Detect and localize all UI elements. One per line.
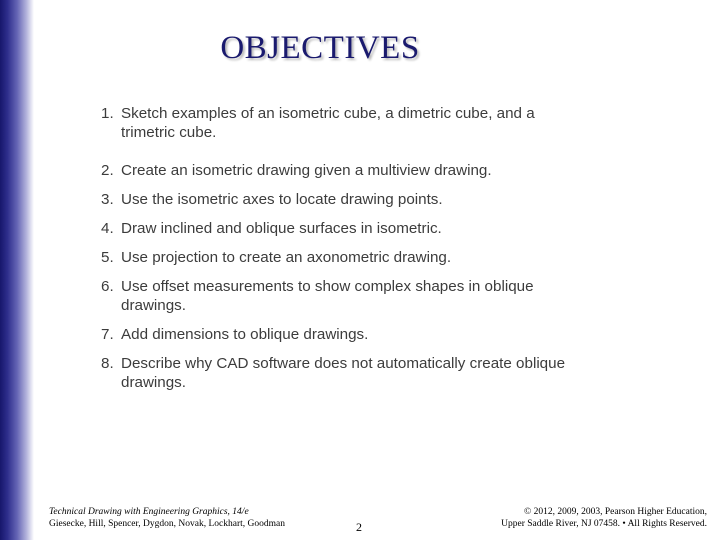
footer-book-title: Technical Drawing with Engineering Graphics, 14/e bbox=[49, 507, 249, 517]
objective-item bbox=[101, 219, 581, 238]
objective-text: Create an isometric drawing given a multiview drawing. bbox=[121, 162, 492, 179]
objective-item bbox=[101, 190, 581, 209]
objective-text: Sketch examples of an isometric cube, a dimetric cube, and a trimetric cube. bbox=[121, 105, 535, 141]
objective-number: 3. bbox=[101, 191, 114, 208]
footer-copyright bbox=[501, 506, 707, 530]
objective-text: Use offset measurements to show complex shapes in oblique drawings. bbox=[121, 278, 534, 314]
objective-item bbox=[101, 104, 581, 142]
objective-number: 6. bbox=[101, 278, 114, 295]
objective-number: 7. bbox=[101, 326, 114, 343]
objective-number: 1. bbox=[101, 105, 114, 122]
objective-item bbox=[101, 354, 581, 392]
objective-item bbox=[101, 325, 581, 344]
page-number: 2 bbox=[356, 520, 362, 534]
objective-text: Draw inclined and oblique surfaces in isometric. bbox=[121, 220, 442, 237]
left-decorative-band bbox=[0, 0, 34, 540]
objective-text: Add dimensions to oblique drawings. bbox=[121, 326, 369, 343]
footer-authors: Giesecke, Hill, Spencer, Dygdon, Novak, Lockhart, Goodman bbox=[49, 519, 286, 529]
objective-number: 8. bbox=[101, 355, 114, 372]
objective-item bbox=[101, 161, 581, 180]
objective-item bbox=[101, 277, 581, 315]
objective-text: Use projection to create an axonometric drawing. bbox=[121, 249, 452, 266]
objectives-list bbox=[101, 104, 581, 392]
slide-title: OBJECTIVES bbox=[220, 30, 420, 66]
objective-number: 5. bbox=[101, 249, 114, 266]
footer-publisher-line: Upper Saddle River, NJ 07458. • All Rights Reserved. bbox=[501, 519, 707, 529]
objective-text: Use the isometric axes to locate drawing points. bbox=[121, 191, 443, 208]
objective-item bbox=[101, 248, 581, 267]
footer-book-info bbox=[49, 506, 285, 530]
objective-text: Describe why CAD software does not automatically create oblique drawings. bbox=[121, 355, 566, 391]
footer-copyright-line: © 2012, 2009, 2003, Pearson Higher Education, bbox=[524, 507, 707, 517]
objective-number: 4. bbox=[101, 220, 114, 237]
objective-number: 2. bbox=[101, 162, 114, 179]
